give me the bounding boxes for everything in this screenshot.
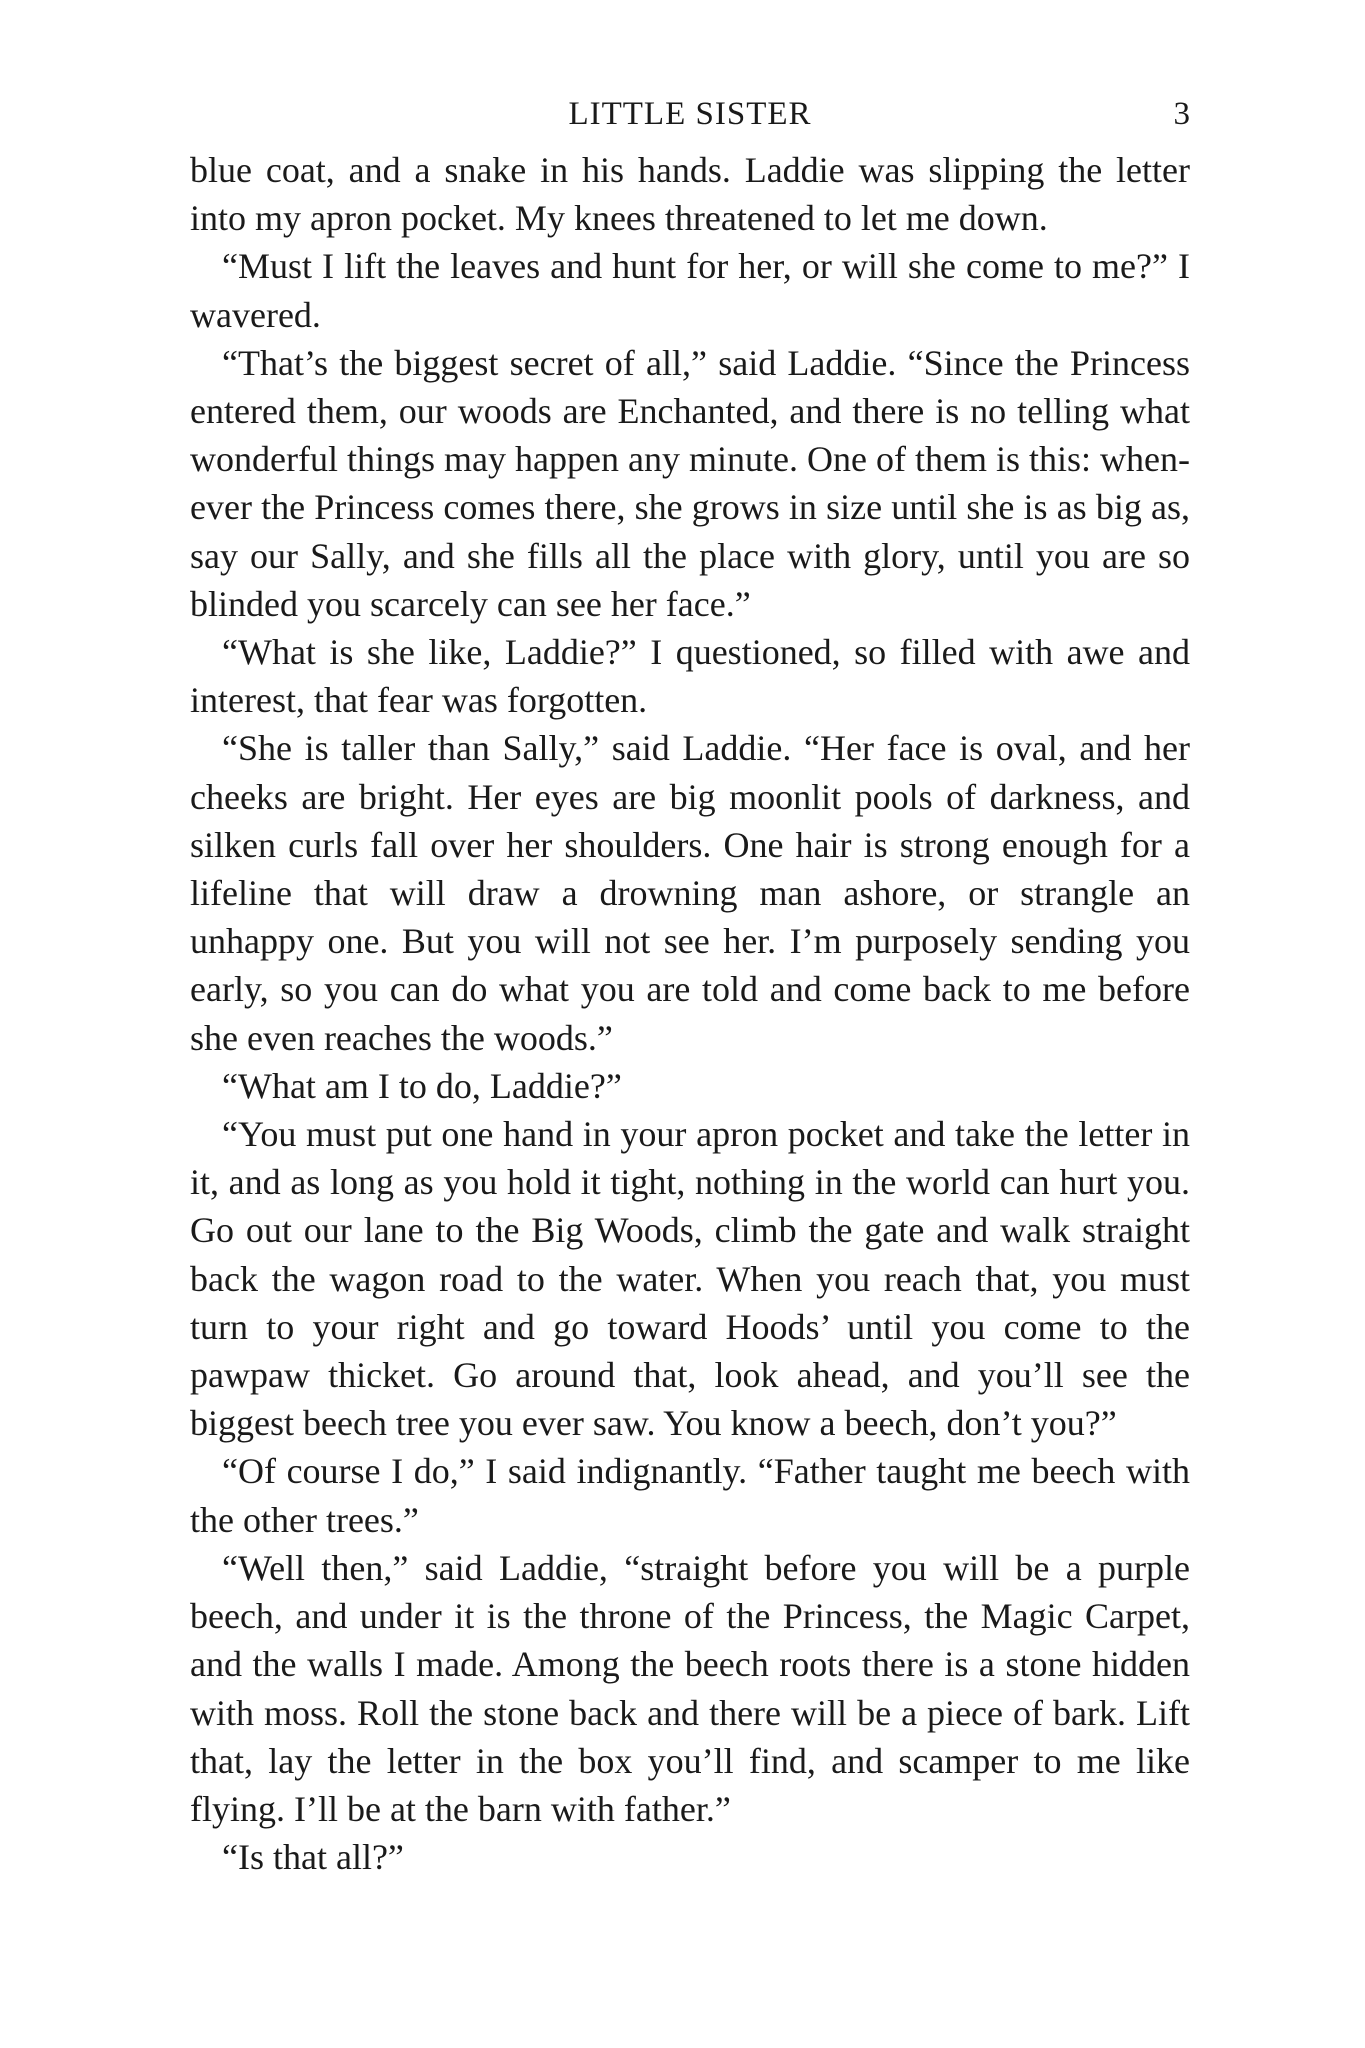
paragraph-3: “That’s the biggest secret of all,” said Laddie. “Since the Princess entered them, our woods are Enchanted, and there is no telling what wonderful things may happen any minute. One of them is this: whenever the Princess comes there, she grows in size until she is as big as, say our Sally, and she fills all the place with glory, until you are so blinded you scarcely can see her face.” [190, 342, 1190, 624]
paragraph-8: “Of course I do,” I said indignantly. “Father taught me beech with the other trees.” [190, 1451, 1190, 1540]
paragraph-1: blue coat, and a snake in his hands. Laddie was slipping the letter into my apron pocket. My knees threatened to let me down. [190, 150, 1190, 239]
paragraph-5: “She is taller than Sally,” said Laddie. “Her face is oval, and her cheeks are bright. Her eyes are big moonlit pools of darkness, and silken curls fall over her shoulders. One hair is strong enough for a lifeline that will draw a drowning man ashore, or strangle an unhappy one. But you will not see her. I’m purposely sending you early, so you can do what you are told and come back to me before she even reaches the woods.” [190, 728, 1190, 1058]
page-number: 3 [1173, 96, 1190, 132]
running-head [190, 90, 1190, 140]
book-page [190, 90, 1190, 1881]
paragraph-4: “What is she like, Laddie?” I questioned, so filled with awe and interest, that fear was forgotten. [190, 632, 1190, 721]
body-text [190, 146, 1190, 1881]
paragraph-2: “Must I lift the leaves and hunt for her, or will she come to me?” I wavered. [190, 246, 1190, 335]
running-head-title: LITTLE SISTER [568, 96, 812, 132]
paragraph-10: “Is that all?” [222, 1837, 404, 1878]
paragraph-6: “What am I to do, Laddie?” [222, 1065, 622, 1106]
paragraph-9: “Well then,” said Laddie, “straight before you will be a purple beech, and under it is the throne of the Princess, the Magic Carpet, and the walls I made. Among the beech roots there is a stone hidden with moss. Roll the stone back and there will be a piece of bark. Lift that, lay the letter in the box you’ll find, and scamper to me like flying. I’ll be at the barn with father.” [190, 1547, 1190, 1829]
paragraph-7: “You must put one hand in your apron pocket and take the letter in it, and as long as you hold it tight, nothing in the world can hurt you. Go out our lane to the Big Woods, climb the gate and walk straight back the wagon road to the water. When you reach that, you must turn to your right and go toward Hoods’ until you come to the pawpaw thicket. Go around that, look ahead, and you’ll see the biggest beech tree you ever saw. You know a beech, don’t you?” [190, 1114, 1190, 1444]
